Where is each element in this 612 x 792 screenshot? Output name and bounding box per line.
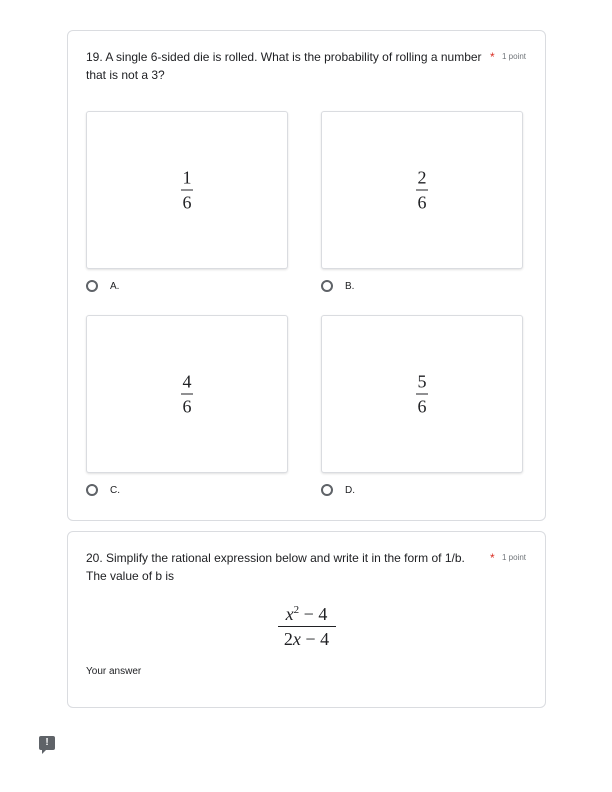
option-b[interactable]: [321, 278, 354, 294]
fraction: [181, 372, 193, 417]
required-asterisk: *: [490, 551, 495, 565]
expression-numerator: $x^2 - 4$: [285, 604, 328, 624]
your-answer-input[interactable]: Your answer: [86, 666, 142, 677]
radio-button-c[interactable]: [86, 484, 98, 496]
option-label: A.: [110, 280, 120, 292]
question-card-20: [67, 531, 546, 708]
fraction-bar: [416, 190, 428, 191]
fraction-numerator: 2: [417, 167, 427, 188]
question-card-19: [67, 30, 546, 521]
option-image-c: [86, 315, 288, 473]
fraction-numerator: 1: [182, 167, 192, 188]
points-label: 1 point: [502, 553, 527, 562]
fraction: [181, 168, 193, 213]
option-d[interactable]: [321, 482, 355, 498]
option-c[interactable]: [86, 482, 120, 498]
fraction-numerator: 4: [182, 371, 192, 392]
option-image-a: [86, 111, 288, 269]
radio-button-d[interactable]: [321, 484, 333, 496]
radio-button-a[interactable]: [86, 280, 98, 292]
fraction-denominator: 6: [417, 192, 427, 213]
rational-expression: [278, 604, 336, 649]
fraction-bar: [278, 626, 336, 627]
fraction: [416, 168, 428, 213]
fraction-denominator: 6: [182, 192, 192, 213]
expression-denominator: 2x − 4: [283, 629, 330, 649]
option-label: B.: [345, 280, 355, 292]
fraction-denominator: 6: [417, 396, 427, 417]
fraction-bar: [181, 190, 193, 191]
question-title: 20. Simplify the rational expression below and write it in the form of 1/b. The value of b is: [86, 551, 465, 583]
fraction-denominator: 6: [182, 396, 192, 417]
radio-button-b[interactable]: [321, 280, 333, 292]
required-asterisk: *: [490, 50, 495, 64]
points-label: 1 point: [502, 52, 527, 61]
fraction-numerator: 5: [417, 371, 427, 392]
option-label: D.: [345, 484, 355, 496]
option-image-b: [321, 111, 523, 269]
option-a[interactable]: [86, 278, 119, 294]
option-label: C.: [110, 484, 120, 496]
fraction-bar: [416, 394, 428, 395]
question-title: 19. A single 6-sided die is rolled. What is the probability of rolling a number that is not a 3?: [86, 50, 482, 82]
option-image-d: [321, 315, 523, 473]
fraction: [416, 372, 428, 417]
fraction-bar: [181, 394, 193, 395]
report-problem-icon[interactable]: !: [39, 736, 55, 750]
